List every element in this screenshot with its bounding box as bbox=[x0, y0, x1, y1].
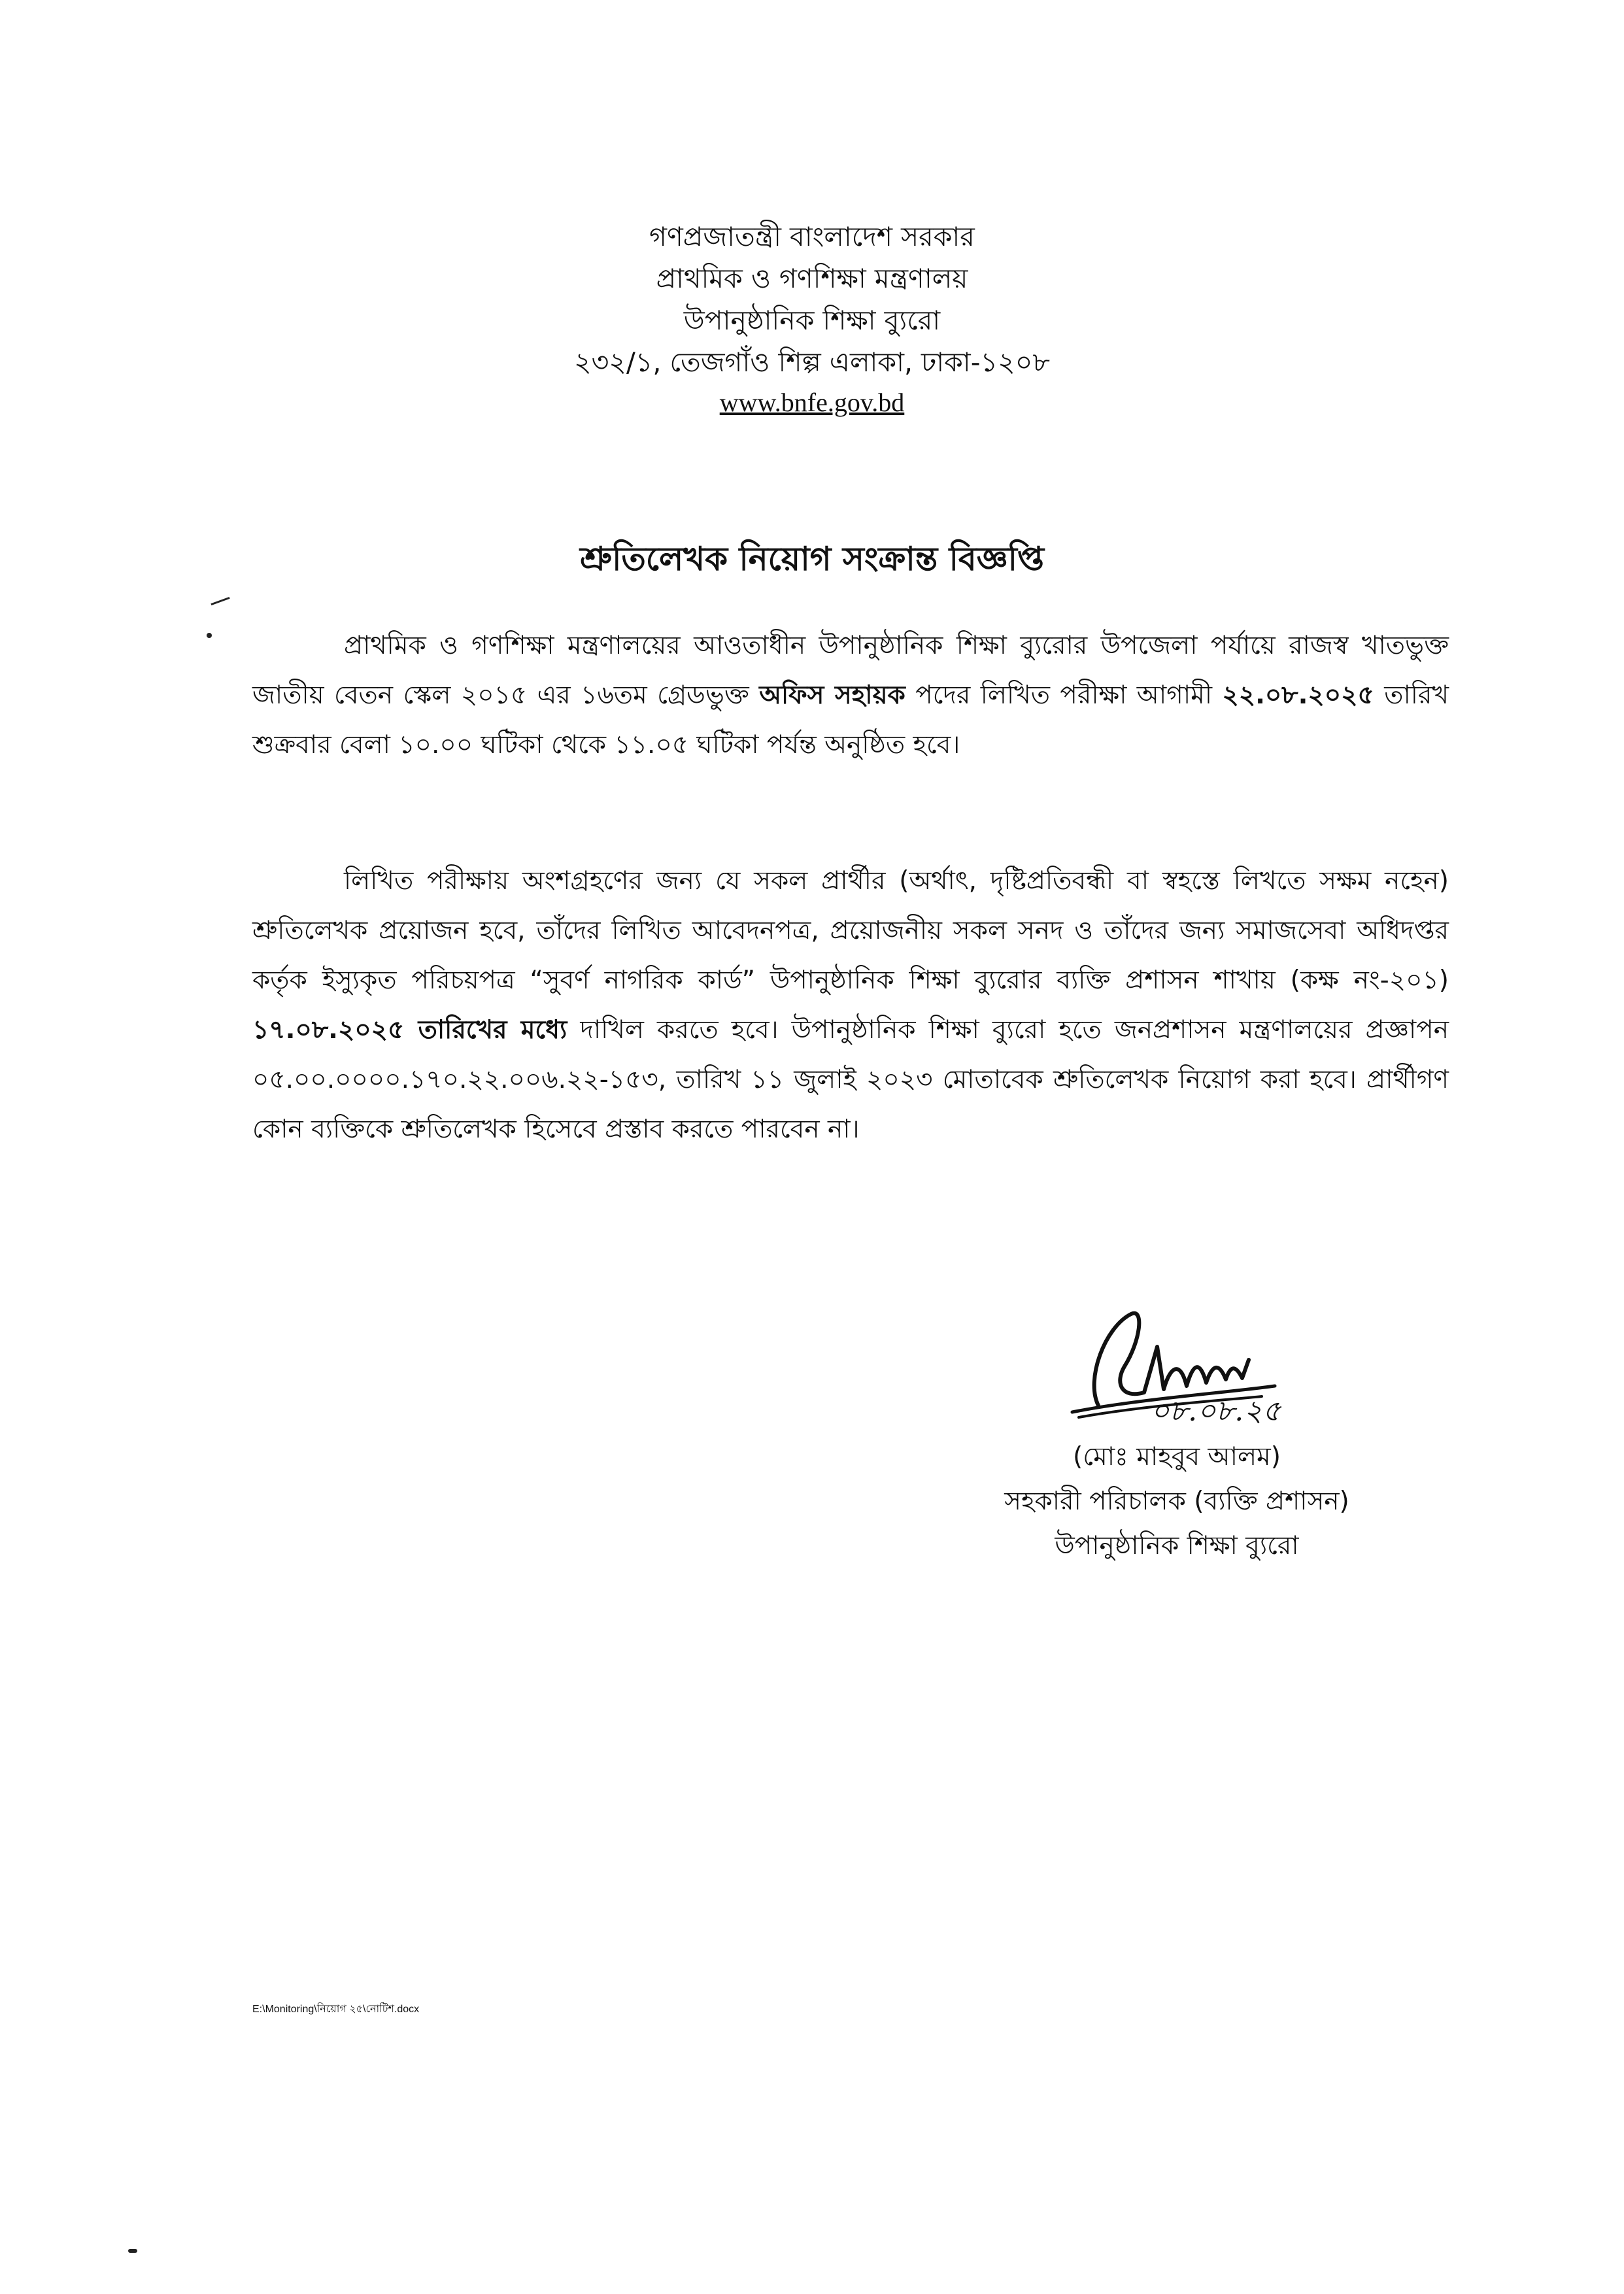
government-name: গণপ্রজাতন্ত্রী বাংলাদেশ সরকার bbox=[649, 221, 975, 252]
file-path-footer: E:\Monitoring\নিয়োগ ২৫\নোটিশ.docx bbox=[252, 2004, 420, 2015]
paragraph-text: প্রাথমিক ও গণশিক্ষা মন্ত্রণালয়ের আওতাধীন উপানুষ্ঠানিক শিক্ষা ব্যুরোর উপজেলা পর্যায়ে রাজস্ব খাতভুক্ত জাতীয় বেতন স্কেল ২০১৫ এর ১৬তম গ্রেডভুক্ত bbox=[252, 631, 1449, 710]
scan-mark bbox=[211, 597, 229, 605]
scan-mark bbox=[128, 2249, 137, 2253]
signatory-block bbox=[941, 1435, 1412, 1568]
address: ২৩২/১, তেজগাঁও শিল্প এলাকা, ঢাকা-১২০৮ bbox=[573, 346, 1051, 378]
post-name: অফিস সহায়ক bbox=[759, 681, 905, 710]
paragraph-text: দাখিল করতে হবে। উপানুষ্ঠানিক শিক্ষা ব্যুরো হতে জনপ্রশাসন মন্ত্রণালয়ের প্রজ্ঞাপন ০৫.০০.০০০০.১৭০.২২.০০৬.২২-১৫৩, তারিখ ১১ জুলাই ২০২৩ মোতাবেক শ্রুতিলেখক নিয়োগ করা হবে। প্রার্থীগণ কোন ব্যক্তিকে শ্রুতিলেখক হিসেবে প্রস্তাব করতে পারবেন না। bbox=[252, 1015, 1449, 1144]
website-link[interactable]: www.bnfe.gov.bd bbox=[719, 388, 905, 417]
ministry-name: প্রাথমিক ও গণশিক্ষা মন্ত্রণালয় bbox=[656, 263, 968, 294]
paragraph-text: তারিখ শুক্রবার বেলা ১০.০০ ঘটিকা থেকে ১১.০৫ ঘটিকা পর্যন্ত অনুষ্ঠিত হবে। bbox=[252, 681, 1449, 760]
letterhead bbox=[0, 216, 1624, 422]
bureau-name: উপানুষ্ঠানিক শিক্ষা ব্যুরো bbox=[683, 305, 941, 336]
paragraph-text: লিখিত পরীক্ষায় অংশগ্রহণের জন্য যে সকল প্রার্থীর (অর্থাৎ, দৃষ্টিপ্রতিবন্ধী বা স্বহস্তে লিখতে সক্ষম নহেন) শ্রুতিলেখক প্রয়োজন হবে, তাঁদের লিখিত আবেদনপত্র, প্রয়োজনীয় সকল সনদ ও তাঁদের জন্য সমাজসেবা অধিদপ্তর কর্তৃক ইস্যুকৃত পরিচয়পত্র “সুবর্ণ নাগরিক কার্ড” উপানুষ্ঠানিক শিক্ষা ব্যুরোর ব্যক্তি প্রশাসন শাখায় (কক্ষ নং-২০১) bbox=[252, 866, 1449, 995]
notice-title: শ্রুতিলেখক নিয়োগ সংক্রান্ত বিজ্ঞপ্তি bbox=[580, 540, 1044, 578]
paragraph-scribe-application bbox=[252, 856, 1449, 1155]
signature-date: ০৮.০৮.২৫ bbox=[1151, 1394, 1281, 1428]
exam-date: ২২.০৮.২০২৫ bbox=[1222, 681, 1374, 710]
submission-deadline: ১৭.০৮.২০২৫ তারিখের মধ্যে bbox=[252, 1015, 567, 1045]
scan-mark bbox=[207, 633, 212, 638]
signatory-designation: সহকারী পরিচালক (ব্যক্তি প্রশাসন) bbox=[1004, 1487, 1349, 1516]
paragraph-text: পদের লিখিত পরীক্ষা আগামী bbox=[905, 681, 1223, 710]
signatory-name: (মোঃ মাহবুব আলম) bbox=[1073, 1442, 1281, 1472]
paragraph-exam-schedule bbox=[252, 621, 1449, 770]
signatory-office: উপানুষ্ঠানিক শিক্ষা ব্যুরো bbox=[1055, 1531, 1299, 1560]
